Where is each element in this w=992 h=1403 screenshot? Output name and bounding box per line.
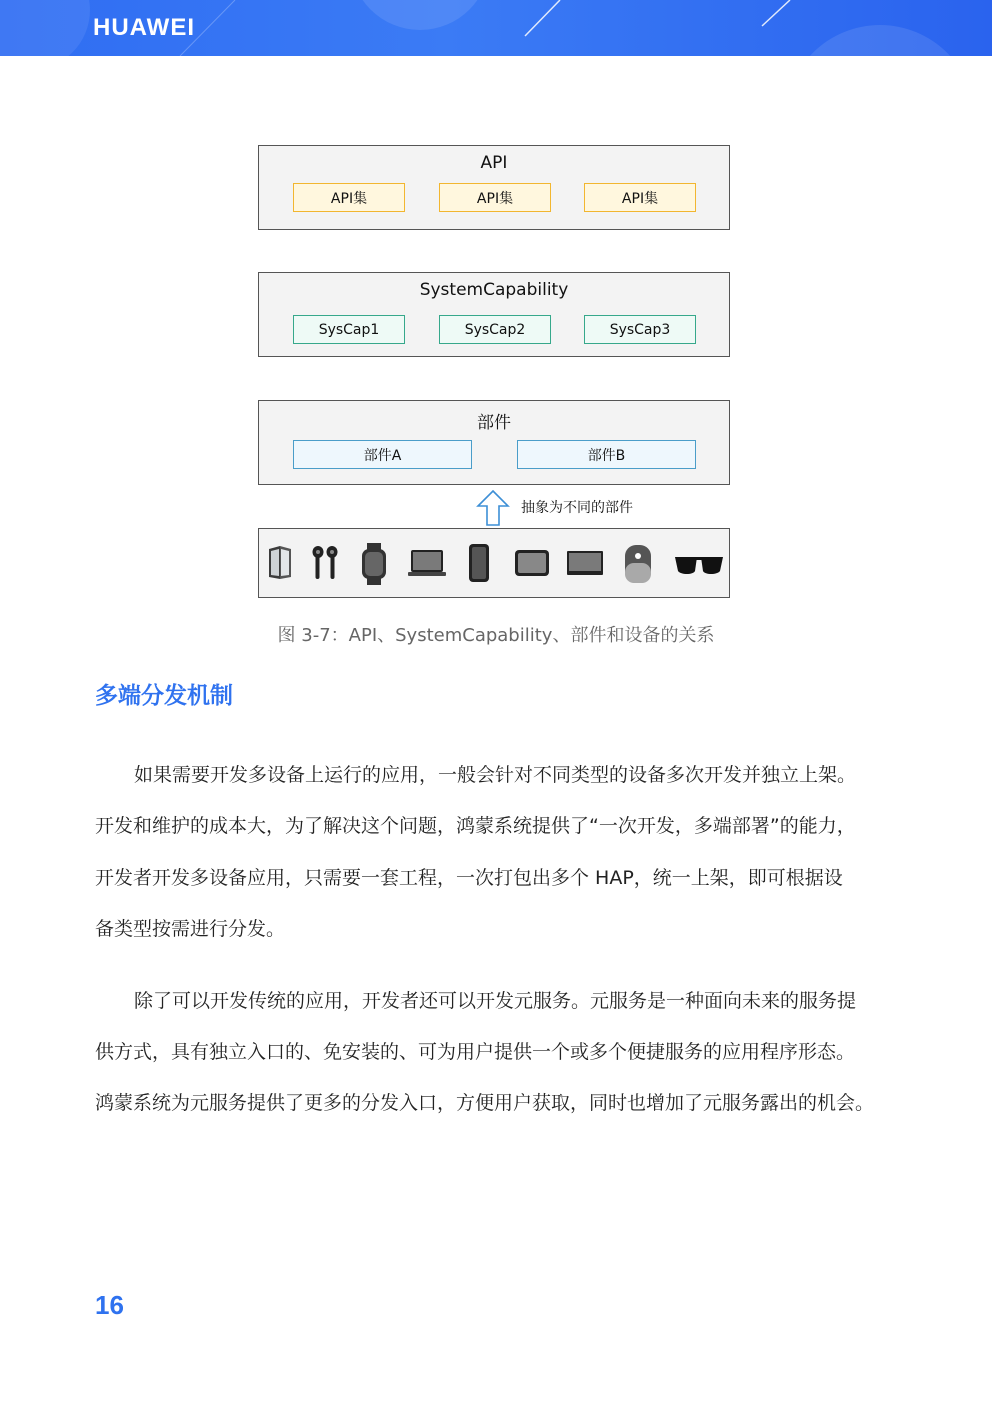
page-header — [0, 0, 992, 56]
page-number: 16 — [95, 1290, 124, 1320]
up-arrow-icon — [476, 489, 510, 527]
laptop-icon — [407, 543, 447, 583]
component-layer — [258, 400, 730, 485]
syscap-layer — [258, 272, 730, 357]
paragraph-line: 备类型按需进行分发。 — [95, 918, 286, 940]
smart-speaker-icon — [623, 543, 653, 585]
api-set-chip: API集 — [293, 183, 405, 212]
api-layer — [258, 145, 730, 230]
syscap-layer-title: SystemCapability — [419, 280, 569, 300]
paragraph-line: 开发和维护的成本大，为了解决这个问题，鸿蒙系统提供了“一次开发，多端部署”的能力， — [95, 815, 856, 837]
section-heading: 多端分发机制 — [95, 683, 233, 709]
component-chip: 部件B — [517, 440, 696, 469]
huawei-logo-text: HUAWEI — [93, 14, 195, 41]
api-layer-title: API — [480, 153, 508, 173]
smart-glasses-icon — [673, 543, 725, 583]
figure-caption: 图 3-7：API、SystemCapability、部件和设备的关系 — [277, 625, 715, 646]
paragraph-line: 如果需要开发多设备上运行的应用，一般会针对不同类型的设备多次开发并独立上架。 — [134, 764, 857, 786]
tablet-icon — [513, 543, 551, 583]
earbuds-icon — [311, 543, 339, 583]
api-set-chip: API集 — [439, 183, 551, 212]
arrow-label: 抽象为不同的部件 — [521, 500, 633, 516]
monitor-icon — [565, 543, 605, 583]
syscap-chip: SysCap1 — [293, 315, 405, 344]
paragraph-line: 供方式，具有独立入口的、免安装的、可为用户提供一个或多个便捷服务的应用程序形态。 — [95, 1041, 856, 1063]
paragraph-line: 鸿蒙系统为元服务提供了更多的分发入口，方便用户获取，同时也增加了元服务露出的机会。 — [95, 1092, 875, 1114]
component-chip: 部件A — [293, 440, 472, 469]
foldable-phone-icon — [267, 543, 293, 583]
devices-row — [258, 528, 730, 598]
phone-icon — [467, 543, 491, 583]
syscap-chip: SysCap2 — [439, 315, 551, 344]
syscap-chip: SysCap3 — [584, 315, 696, 344]
api-set-chip: API集 — [584, 183, 696, 212]
component-layer-title: 部件 — [477, 413, 511, 433]
paragraph-line: 开发者开发多设备应用，只需要一套工程，一次打包出多个 HAP，统一上架，即可根据设 — [95, 867, 843, 889]
smartwatch-icon — [359, 543, 389, 585]
paragraph-line: 除了可以开发传统的应用，开发者还可以开发元服务。元服务是一种面向未来的服务提 — [134, 990, 857, 1012]
